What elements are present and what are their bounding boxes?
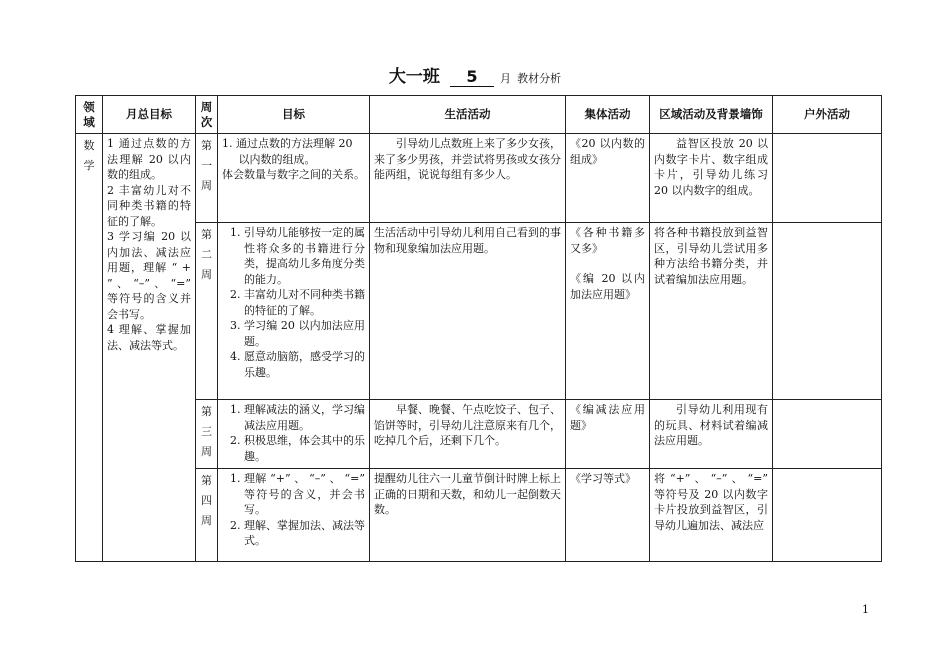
outdoor-activity-cell <box>773 469 882 562</box>
page-number: 1 <box>862 603 869 616</box>
life-activity-cell: 早餐、晚餐、午点吃饺子、包子、馅饼等时，引导幼儿注意原来有几个，吃掉几个后，还剩下几个。 <box>370 400 566 469</box>
group-activity-item: 《各种书籍多又多》 <box>570 226 645 255</box>
objective-list <box>222 471 365 549</box>
outdoor-activity-cell <box>773 134 882 223</box>
table-row <box>76 400 882 469</box>
objective-cell <box>218 469 370 562</box>
group-activity-item: 《编减法应用题》 <box>570 403 645 432</box>
month-unit: 月 <box>500 72 511 85</box>
objective-item: 2. 丰富幼儿对不同种类书籍的特征的了解。 <box>244 287 365 318</box>
group-activity-cell <box>566 400 650 469</box>
objective-item: 1. 理解减法的涵义，学习编减法应用题。 <box>244 402 365 433</box>
col-monthly-goal: 月总目标 <box>103 96 196 134</box>
objective-cell <box>218 400 370 469</box>
col-objective: 目标 <box>218 96 370 134</box>
col-domain: 领域 <box>76 96 103 134</box>
objective-list <box>222 225 365 380</box>
life-activity-cell: 生活活动中引导幼儿利用自己看到的事物和现象编加法应用题。 <box>370 223 566 400</box>
table-row <box>76 469 882 562</box>
objective-item: 4. 愿意动脑筋，感受学习的乐趣。 <box>244 349 365 380</box>
col-life-activity: 生活活动 <box>370 96 566 134</box>
domain-cell: 数学 <box>76 134 103 562</box>
group-activity-cell <box>566 134 650 223</box>
objective-item: 2. 理解、掌握加法、减法等式。 <box>244 518 365 549</box>
outdoor-activity-cell <box>773 400 882 469</box>
objective-item: 1. 通过点数的方法理解 20 以内数的组成。 <box>222 137 353 166</box>
objective-item: 1. 理解 “+” 、 “–” 、 “=” 等符号的含义，并会书写。 <box>244 471 365 518</box>
week-cell: 第一周 <box>196 134 218 223</box>
objective-item: 3. 学习编 20 以内加法应用题。 <box>244 318 365 349</box>
outdoor-activity-cell <box>773 223 882 400</box>
life-activity-cell: 提醒幼儿往六一儿童节倒计时牌上标上正确的日期和天数，和幼儿一起倒数天数。 <box>370 469 566 562</box>
week-cell: 第四周 <box>196 469 218 562</box>
group-activity-cell <box>566 223 650 400</box>
col-group-activity: 集体活动 <box>566 96 650 134</box>
group-activity-item: 《20 以内数的组成》 <box>570 137 645 166</box>
area-activity-cell: 将各种书籍投放到益智区，引导幼儿尝试用多种方法给书籍分类，并试着编加法应用题。 <box>650 223 773 400</box>
table-row <box>76 134 882 223</box>
table-row <box>76 223 882 400</box>
objective-note: 体会数量与数字之间的关系。 <box>222 168 365 181</box>
monthly-goal-2: 2 丰富幼儿对不同种类书籍的特征的了解。 <box>107 183 191 228</box>
col-area-activity: 区域活动及背景墙饰 <box>650 96 773 134</box>
doc-type: 教材分析 <box>517 72 562 85</box>
objective-list <box>222 402 365 464</box>
group-activity-item: 《编 20 以内加法应用题》 <box>570 272 645 301</box>
monthly-goal-4: 4 理解、掌握加法、减法等式。 <box>107 323 191 352</box>
area-activity-cell: 引导幼儿利用现有的玩具、材料试着编减法应用题。 <box>650 400 773 469</box>
plan-table <box>75 95 882 562</box>
month-value: 5 <box>450 68 494 87</box>
area-activity-cell: 将 “+” 、 “–” 、 “=” 等符号及 20 以内数字卡片投放到益智区，引导幼儿遍加法、减法应 <box>650 469 773 562</box>
week-cell: 第二周 <box>196 223 218 400</box>
objective-item: 2. 积极思维，体会其中的乐趣。 <box>244 433 365 464</box>
week-cell: 第三周 <box>196 400 218 469</box>
col-week: 周次 <box>196 96 218 134</box>
monthly-goal-3: 3 学习编 20 以内加法、减法应用题，理解 “ + ” 、 “–” 、 “=” 等符号的含义并会书写。 <box>107 230 191 321</box>
col-outdoor-activity: 户外活动 <box>773 96 882 134</box>
objective-cell <box>218 223 370 400</box>
document-title <box>0 66 950 90</box>
objective-cell <box>218 134 370 223</box>
monthly-goal-1: 1 通过点数的方法理解 20 以内数的组成。 <box>107 137 191 181</box>
monthly-goals-cell <box>103 134 196 562</box>
group-activity-cell <box>566 469 650 562</box>
class-name: 大一班 <box>388 67 440 87</box>
header-row <box>76 96 882 134</box>
area-activity-cell: 益智区投放 20 以内数字卡片、数字组成卡片，引导幼儿练习 20 以内数字的组成。 <box>650 134 773 223</box>
life-activity-cell: 引导幼儿点数班上来了多少女孩，来了多少男孩，并尝试将男孩或女孩分能两组，说说每组有多少人。 <box>370 134 566 223</box>
group-activity-item: 《学习等式》 <box>570 472 636 485</box>
objective-item: 1. 引导幼儿能够按一定的属性将众多的书籍进行分类，提高幼儿多角度分类的能力。 <box>244 225 365 287</box>
